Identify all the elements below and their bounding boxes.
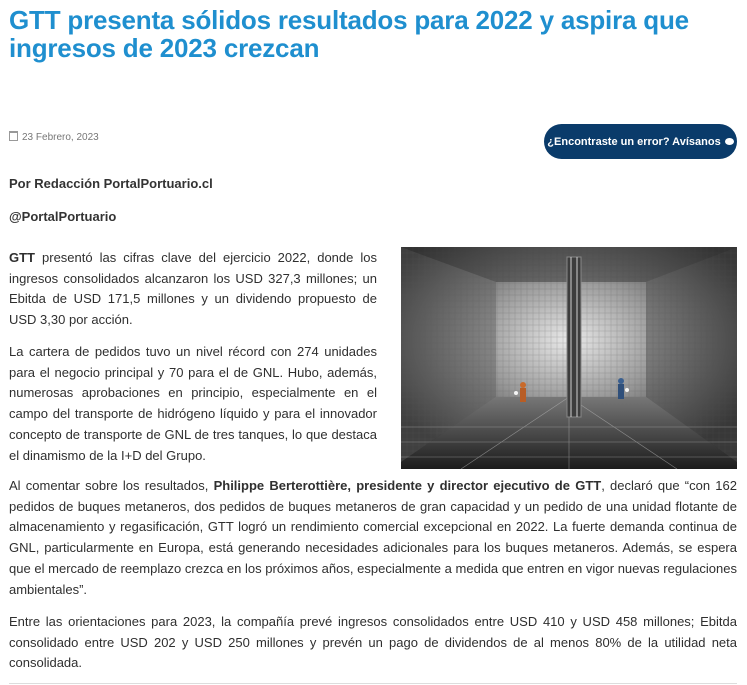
publish-date [9, 131, 99, 143]
calendar-icon [9, 131, 18, 141]
date-text: 23 Febrero, 2023 [22, 132, 99, 143]
executive-name: Philippe Berterottière, presidente y director ejecutivo de GTT [213, 478, 602, 493]
paragraph-3-intro: Al comentar sobre los resultados, [9, 478, 214, 493]
paragraph-4: Entre las orientaciones para 2023, la compañía prevé ingresos consolidados entre USD 410 y USD 458 millones; Ebitda consolidado entre USD 202 y USD 250 millones y prevén un pago de dividendos de al menos 80% de la utilidad neta consolidada. [9, 614, 737, 671]
paragraph-2: La cartera de pedidos tuvo un nivel récord con 274 unidades para el negocio principal y 70 para el de GNL. Hubo, además, numerosas aprobaciones en principio, especialmente en el campo del transporte de hidrógeno líquido y para el innovador concepto de transporte de GNL de tres tanques, lo que destaca el dinamismo de la I+D del Grupo. [9, 344, 377, 463]
twitter-handle[interactable]: @PortalPortuario [9, 209, 117, 224]
paragraph-1 [9, 248, 377, 331]
byline: Por Redacción PortalPortuario.cl [9, 176, 213, 191]
company-name: GTT [9, 250, 35, 265]
report-error-label: ¿Encontraste un error? Avísanos [547, 135, 721, 148]
chat-bubble-icon [725, 138, 734, 145]
divider [9, 683, 737, 684]
lng-tank-photo [401, 247, 737, 469]
report-error-button[interactable] [544, 124, 737, 159]
paragraph-3 [9, 476, 737, 600]
article-title: GTT presenta sólidos resultados para 2022 y aspira que ingresos de 2023 crezcan [9, 5, 689, 63]
paragraph-1-text: presentó las cifras clave del ejercicio 2022, donde los ingresos consolidados alcanzaron los USD 327,3 millones; un Ebitda de USD 171,5 millones y un dividendo propuesto de USD 3,30 por acción. [9, 250, 377, 328]
paragraph-3-quote: , declaró que “con 162 pedidos de buques metaneros, dos pedidos de buques metaneros de gran capacidad y un pedido de una unidad flotante de almacenamiento y regasificación, GTT logró un rendimiento comercial excepcional en 2022. La fuerte demanda continua de GNL, particularmente en Europa, está generando necesidades adicionales para los buques metaneros. Además, se espera que el mercado de reemplazo crezca en los próximos años, especialmente a medida que entren en vigor nuevas regulaciones ambientales”. [9, 478, 737, 597]
